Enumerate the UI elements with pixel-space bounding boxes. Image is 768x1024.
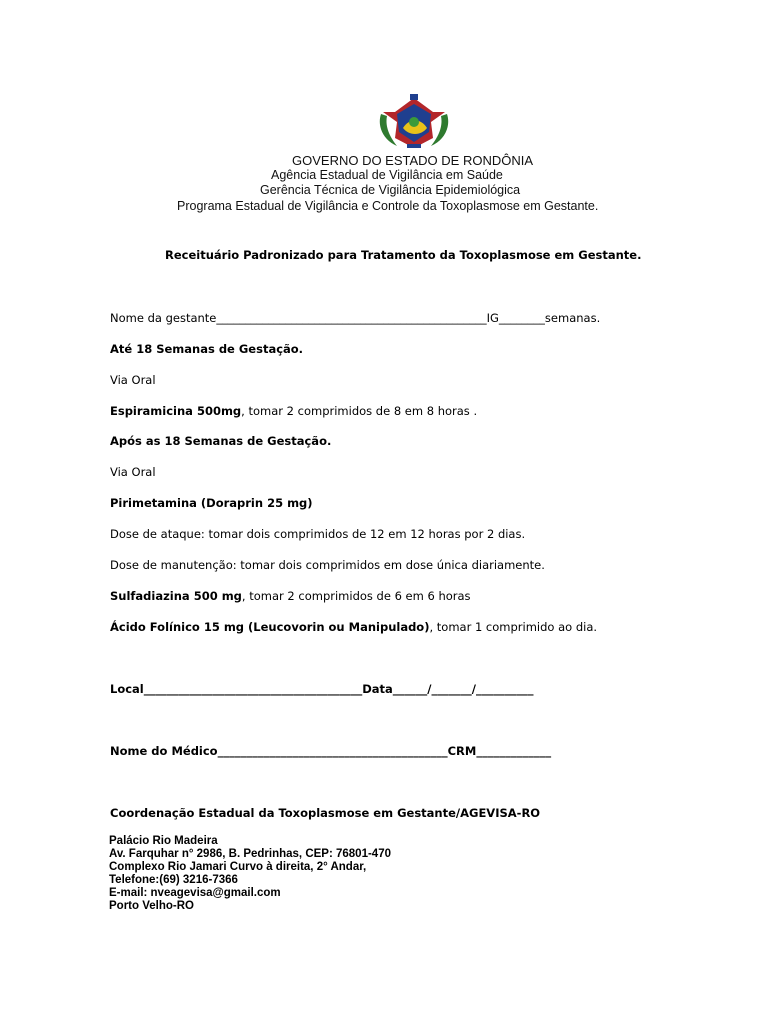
loading-dose-instruction: Dose de ataque: tomar dois comprimidos de 12 em 12 horas por 2 dias. [110,527,526,541]
address-building: Palácio Rio Madeira [109,835,218,847]
route-oral-2: Via Oral [110,465,156,479]
location-date-field[interactable]: Local______________________________________Data______/_______/__________ [110,682,534,696]
drug-name: Espiramicina 500mg [110,404,242,418]
drug-dosage: , tomar 2 comprimidos de 8 em 8 horas . [241,404,478,418]
section-up-to-18-weeks: Até 18 Semanas de Gestação. [110,342,304,356]
document-title: Receituário Padronizado para Tratamento da Toxoplasmose em Gestante. [165,248,642,262]
drug-dosage: , tomar 2 comprimidos de 6 em 6 horas [241,589,471,603]
rondonia-coat-of-arms-icon [373,92,455,150]
address-phone: Telefone:(69) 3216-7366 [109,874,238,886]
route-oral-1: Via Oral [110,373,156,387]
drug-name: Ácido Folínico 15 mg (Leucovorin ou Manipulado) [110,620,430,634]
sulfadiazine-instruction [110,589,471,603]
header-agency: Agência Estadual de Vigilância em Saúde [271,168,503,182]
physician-crm-field[interactable]: Nome do Médico________________________________________CRM_____________ [110,744,552,758]
coordination-heading: Coordenação Estadual da Toxoplasmose em Gestante/AGEVISA-RO [110,806,541,820]
drug-dosage: , tomar 1 comprimido ao dia. [429,620,598,634]
address-email: E-mail: nveagevisa@gmail.com [109,887,281,899]
header-government: GOVERNO DO ESTADO DE RONDÔNIA [292,153,534,168]
spiramycin-instruction [110,404,477,418]
drug-name: Sulfadiazina 500 mg [110,589,242,603]
section-after-18-weeks: Após as 18 Semanas de Gestação. [110,434,332,448]
pyrimethamine-heading: Pirimetamina (Doraprin 25 mg) [110,496,313,510]
address-street: Av. Farquhar n° 2986, B. Pedrinhas, CEP: 76801-470 [109,848,391,860]
header-program: Programa Estadual de Vigilância e Controle da Toxoplasmose em Gestante. [177,199,599,213]
address-complex: Complexo Rio Jamari Curvo à direita, 2° Andar, [109,861,367,873]
address-city: Porto Velho-RO [109,900,194,912]
header-management: Gerência Técnica de Vigilância Epidemiológica [260,183,521,197]
maintenance-dose-instruction: Dose de manutenção: tomar dois comprimidos em dose única diariamente. [110,558,545,572]
patient-name-field[interactable]: Nome da gestante_______________________________________________IG________semanas. [110,311,601,325]
folinic-acid-instruction [110,620,597,634]
